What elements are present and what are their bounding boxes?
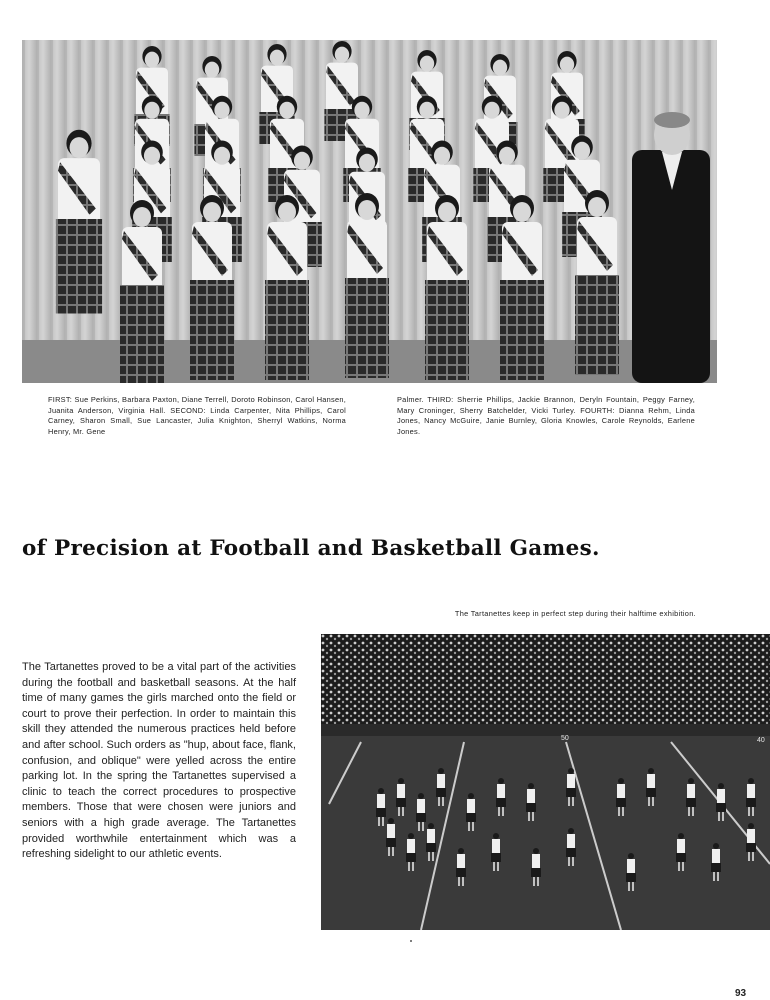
yard-label-50: 50 bbox=[561, 735, 569, 742]
body-paragraph: The Tartanettes proved to be a vital part of the activities during the football and basketball seasons. At the half time of many games the girls marched onto the field or court to prove their perfection. In order to maintain this skill they attended the numerous practices held before and after school. Such orders as "hup, about face, flank, confusion, and oblique" were yelled across the entire parking lot. In the spring the Tartanettes supervised a clinic to teach the correct procedures to prospective members. Those that were chosen were juniors and seniors with a high grade average. The Tartanettes provided worthwhile entertainment which was a refreshing sidelight to our athletic events. bbox=[22, 661, 296, 861]
group-caption-right: Palmer. THIRD: Sherrie Phillips, Jackie Brannon, Deryln Fountain, Peggy Farney, Mary Croninger, Sherry Batchelder, Vicki Turley. FOURTH: Dianna Rehm, Linda Jones, Nancy McGuire, Janie Burnley, Gloria Knowles, Carole Reynolds, Earlene Jones. bbox=[397, 395, 695, 436]
yard-label-40: 40 bbox=[757, 737, 765, 744]
group-caption-left: FIRST: Sue Perkins, Barbara Paxton, Diane Terrell, Doroto Robinson, Carol Hansen, Juanita Anderson, Virginia Hall. SECOND: Linda Carpenter, Nita Phillips, Carol Carney, Sharon Small, Sue Lancaster, Julia Knighton, Sherryl Watkins, Norma Henry, Mr. Gene bbox=[48, 395, 346, 436]
center-dot bbox=[410, 940, 412, 942]
page-headline: of Precision at Football and Basketball Games. bbox=[22, 536, 600, 561]
page-number: 93 bbox=[735, 988, 747, 999]
game-photo-image bbox=[321, 634, 770, 930]
group-photo-image bbox=[22, 40, 717, 383]
group-photo bbox=[22, 40, 717, 383]
game-photo bbox=[321, 634, 770, 930]
game-photo-caption: The Tartanettes keep in perfect step during their halftime exhibition. bbox=[454, 609, 696, 618]
